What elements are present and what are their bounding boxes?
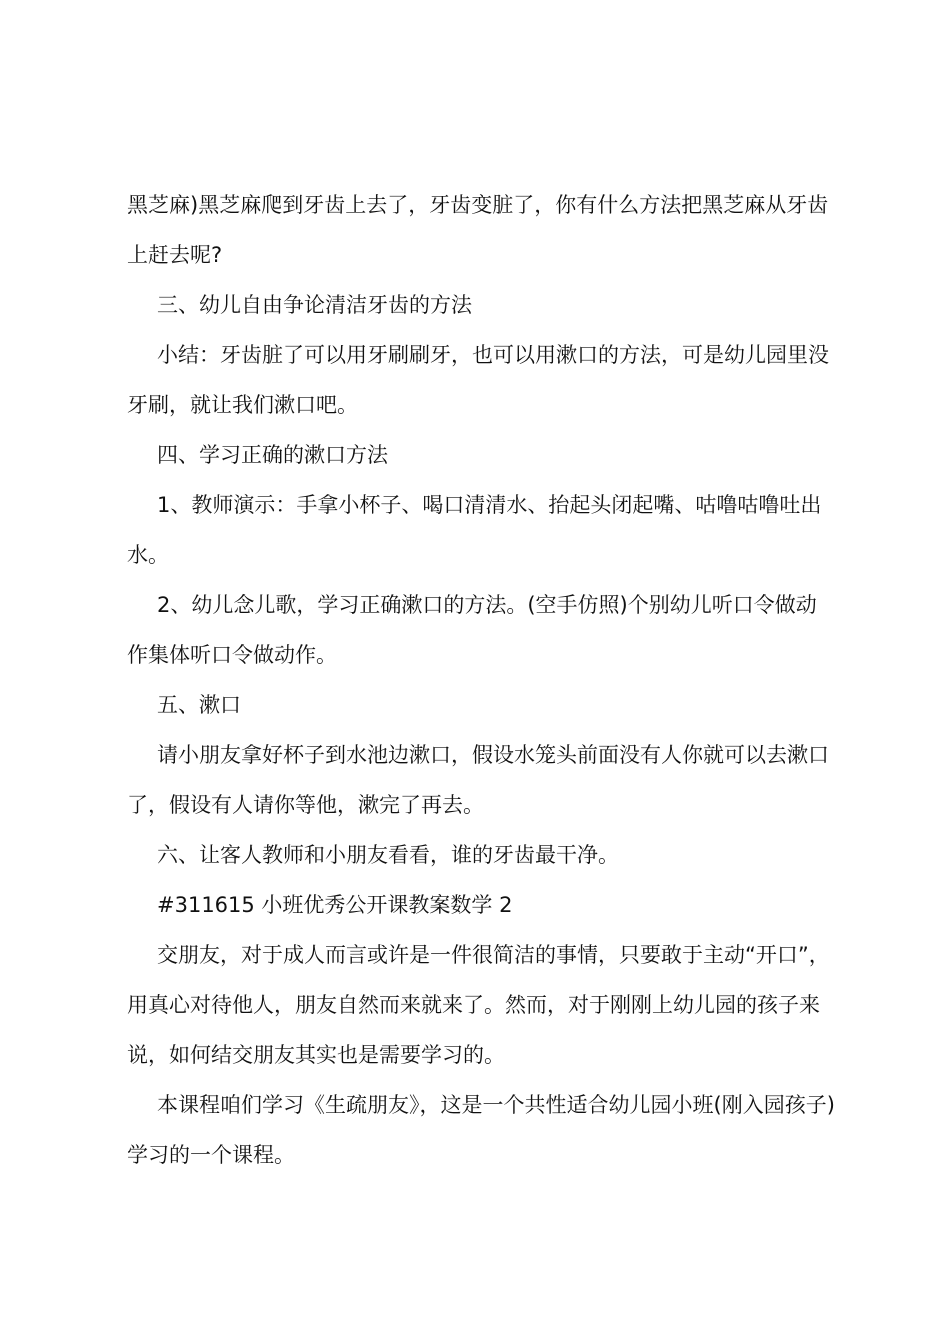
paragraph-course: 本课程咱们学习《生疏朋友》，这是一个共性适合幼儿园小班(刚入园孩子)学习的一个课程。 bbox=[127, 1093, 835, 1167]
section-heading-3: 三、幼儿自由争论清洁牙齿的方法 bbox=[157, 293, 472, 317]
list-item-2: 2、幼儿念儿歌，学习正确漱口的方法。(空手仿照)个别幼儿听口令做动作集体听口令做动作。 bbox=[127, 593, 817, 667]
document-body bbox=[127, 180, 837, 1180]
paragraph-summary: 小结：牙齿脏了可以用牙刷刷牙，也可以用漱口的方法，可是幼儿园里没牙刷，就让我们漱口吧。 bbox=[127, 343, 829, 417]
section-heading-4: 四、学习正确的漱口方法 bbox=[157, 443, 388, 467]
section-heading-5: 五、漱口 bbox=[157, 693, 241, 717]
paragraph-rinse: 请小朋友拿好杯子到水池边漱口，假设水笼头前面没有人你就可以去漱口了，假设有人请你等他，漱完了再去。 bbox=[127, 743, 829, 817]
list-item-1: 1、教师演示：手拿小杯子、喝口清清水、抬起头闭起嘴、咕噜咕噜吐出水。 bbox=[127, 493, 822, 567]
section-heading-6: 六、让客人教师和小朋友看看，谁的牙齿最干净。 bbox=[157, 843, 619, 867]
document-title-2: #311615 小班优秀公开课教案数学 2 bbox=[157, 893, 513, 917]
paragraph-continuation: 黑芝麻)黑芝麻爬到牙齿上去了，牙齿变脏了，你有什么方法把黑芝麻从牙齿上赶去呢? bbox=[127, 193, 829, 267]
paragraph-intro: 交朋友，对于成人而言或许是一件很简洁的事情，只要敢于主动“开口”，用真心对待他人，朋友自然而来就来了。然而，对于刚刚上幼儿园的孩子来说，如何结交朋友其实也是需要学习的。 bbox=[127, 943, 830, 1067]
